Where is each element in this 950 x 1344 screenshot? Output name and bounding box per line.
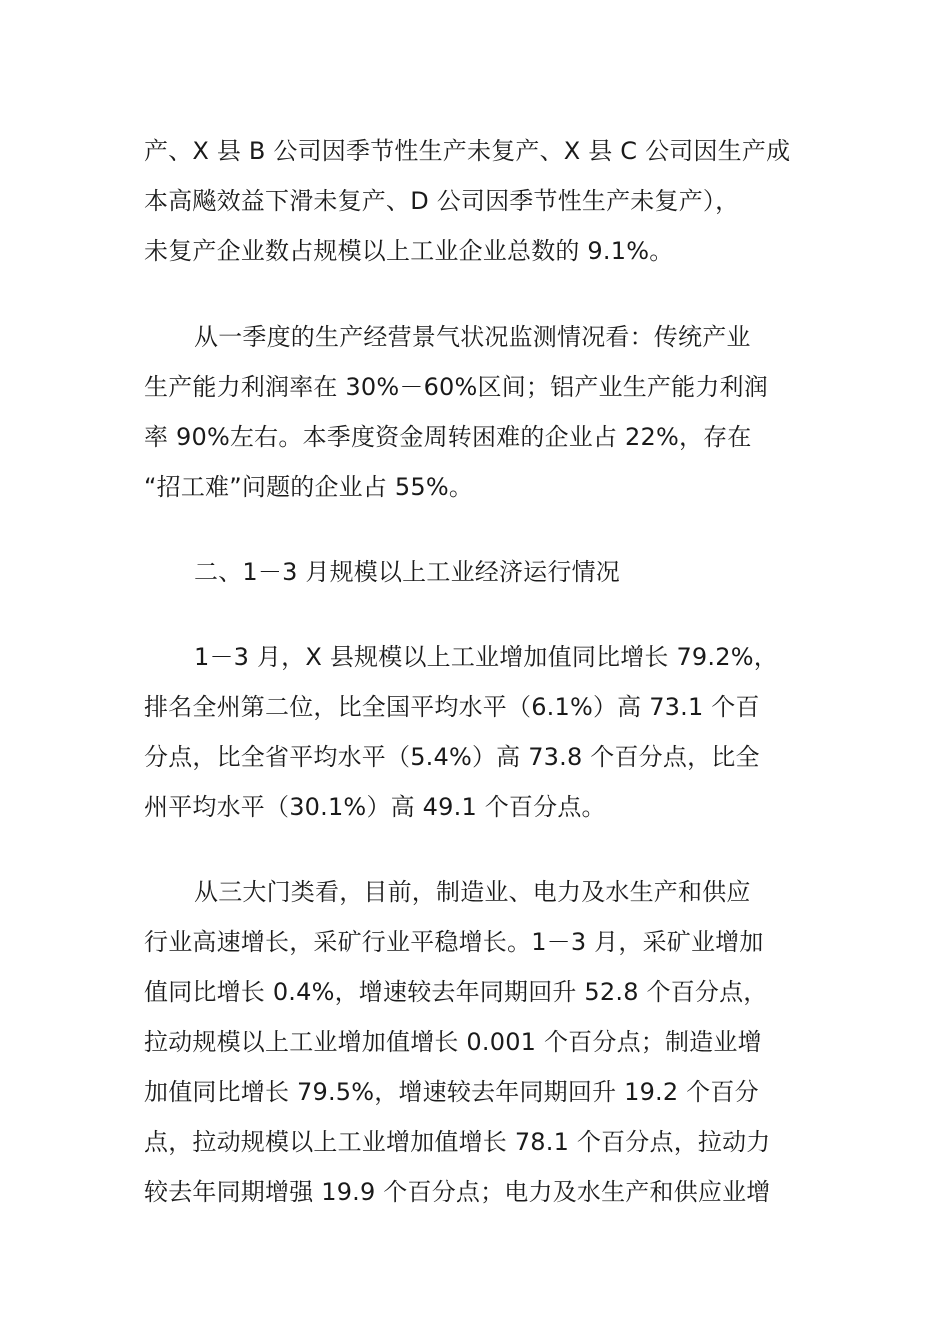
text-line: 从一季度的生产经营景气状况监测情况看：传统产业 (194, 323, 751, 351)
text-line: 产、X 县 B 公司因季节性生产未复产、X 县 C 公司因生产成 (144, 137, 791, 165)
text-line: 行业高速增长，采矿行业平稳增长。1－3 月，采矿业增加 (144, 928, 764, 956)
text-line: “招工难”问题的企业占 55%。 (144, 473, 474, 501)
text-line: 从三大门类看，目前，制造业、电力及水生产和供应 (194, 878, 751, 906)
text-line: 拉动规模以上工业增加值增长 0.001 个百分点；制造业增 (144, 1028, 762, 1056)
text-line: 排名全州第二位，比全国平均水平（6.1%）高 73.1 个百 (144, 693, 760, 721)
text-line: 本高飚效益下滑未复产、D 公司因季节性生产未复产）， (144, 187, 740, 215)
text-line: 率 90%左右。本季度资金周转困难的企业占 22%，存在 (144, 423, 752, 451)
text-line: 分点，比全省平均水平（5.4%）高 73.8 个百分点，比全 (144, 743, 760, 771)
text-line: 值同比增长 0.4%，增速较去年同期回升 52.8 个百分点， (144, 978, 768, 1006)
text-line: 生产能力利润率在 30%－60%区间；铝产业生产能力利润 (144, 373, 768, 401)
text-line: 1－3 月，X 县规模以上工业增加值同比增长 79.2%， (194, 643, 778, 671)
text-line: 较去年同期增强 19.9 个百分点；电力及水生产和供应业增 (144, 1178, 771, 1206)
section-heading: 二、1－3 月规模以上工业经济运行情况 (194, 558, 620, 586)
text-line: 未复产企业数占规模以上工业企业总数的 9.1%。 (144, 237, 674, 265)
text-line: 州平均水平（30.1%）高 49.1 个百分点。 (144, 793, 606, 821)
text-line: 加值同比增长 79.5%，增速较去年同期回升 19.2 个百分 (144, 1078, 759, 1106)
text-line: 点，拉动规模以上工业增加值增长 78.1 个百分点，拉动力 (144, 1128, 771, 1156)
